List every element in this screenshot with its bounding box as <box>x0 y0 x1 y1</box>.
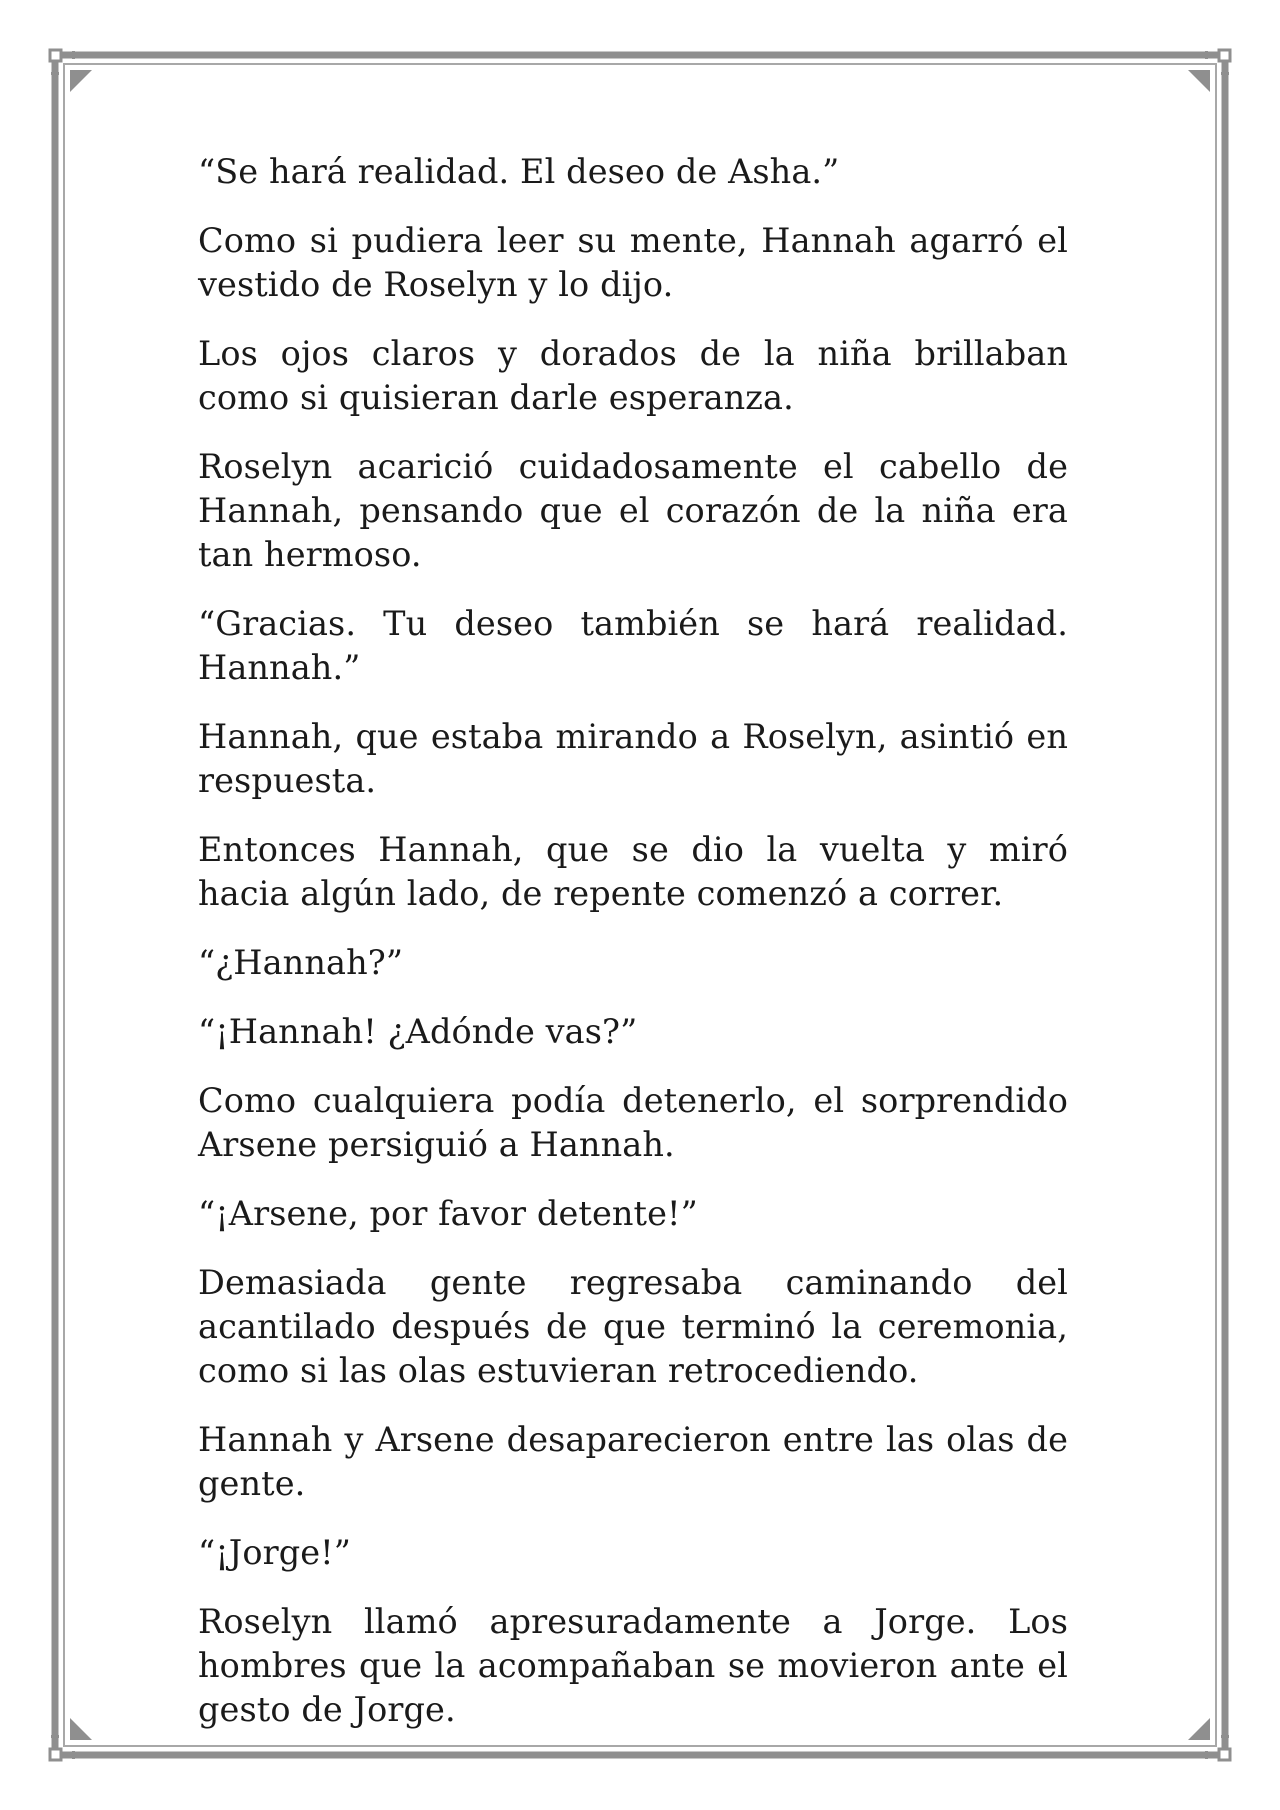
paragraph: Demasiada gente regresaba caminando del acantilado después de que terminó la ceremonia, como si las olas estuvieran retrocediendo. <box>198 1263 1068 1390</box>
corner-triangle-top-left <box>70 70 92 92</box>
paragraph: “¿Hannah?” <box>198 943 404 982</box>
corner-triangle-bottom-left <box>70 1718 92 1740</box>
corner-ornament-top-right <box>1219 50 1230 61</box>
paragraph: Roselyn llamó apresuradamente a Jorge. Los hombres que la acompañaban se movieron ante el gesto de Jorge. <box>198 1602 1068 1729</box>
paragraph: “¡Jorge!” <box>198 1533 351 1572</box>
paragraph: “Se hará realidad. El deseo de Asha.” <box>198 152 840 191</box>
document-body <box>198 150 1068 1757</box>
paragraph: “¡Arsene, por favor detente!” <box>198 1194 698 1233</box>
paragraph: Hannah, que estaba mirando a Roselyn, asintió en respuesta. <box>198 717 1068 800</box>
paragraph: Entonces Hannah, que se dio la vuelta y miró hacia algún lado, de repente comenzó a correr. <box>198 830 1068 913</box>
paragraph: Como cualquiera podía detenerlo, el sorprendido Arsene persiguió a Hannah. <box>198 1081 1068 1164</box>
paragraph: Hannah y Arsene desaparecieron entre las olas de gente. <box>198 1420 1068 1503</box>
corner-ornament-bottom-left <box>50 1749 61 1760</box>
paragraph: Los ojos claros y dorados de la niña brillaban como si quisieran darle esperanza. <box>198 334 1068 417</box>
corner-ornament-bottom-right <box>1219 1749 1230 1760</box>
corner-ornament-top-left <box>50 50 61 61</box>
corner-triangle-top-right <box>1188 70 1210 92</box>
corner-triangle-bottom-right <box>1188 1718 1210 1740</box>
paragraph: Como si pudiera leer su mente, Hannah agarró el vestido de Roselyn y lo dijo. <box>198 221 1068 304</box>
paragraph: “Gracias. Tu deseo también se hará realidad. Hannah.” <box>198 604 1068 687</box>
paragraph: “¡Hannah! ¿Adónde vas?” <box>198 1012 638 1051</box>
paragraph: Roselyn acarició cuidadosamente el cabello de Hannah, pensando que el corazón de la niña era tan hermoso. <box>198 447 1068 574</box>
